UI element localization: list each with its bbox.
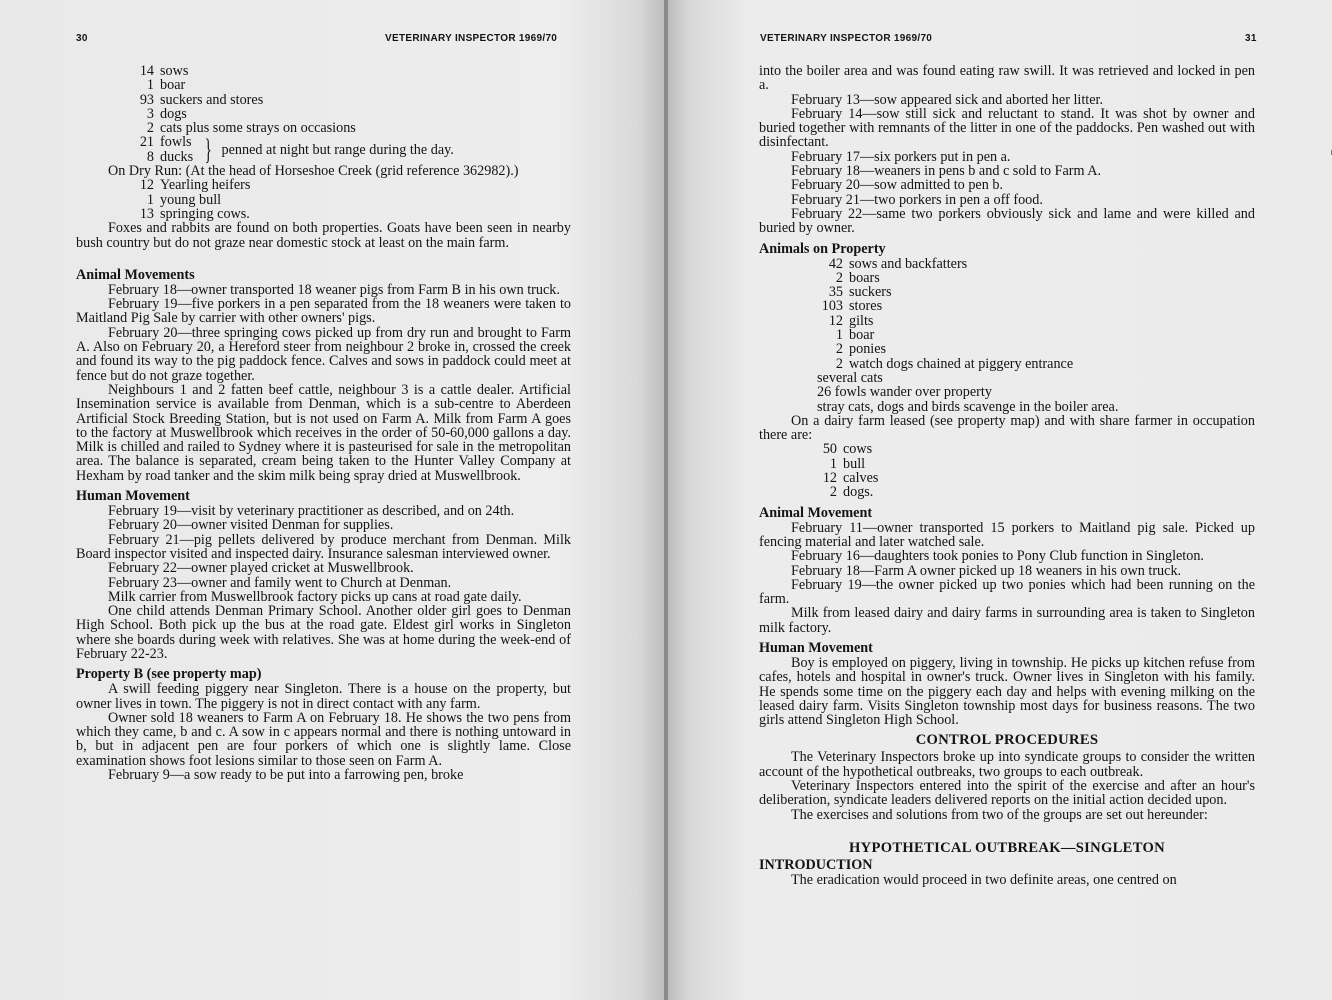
list-item: 2 watch dogs chained at piggery entrance [835,355,1074,372]
paragraph: February 17—six porkers put in pen a. [791,148,1011,165]
paragraph: February 21—two porkers in pen a off food. [791,191,1043,208]
fowl-note: penned at night but range during the day. [221,141,454,158]
paragraph: The eradication would proceed in two definite areas, one centred on [791,871,1177,888]
paragraph: One child attends Denman Primary School. Another older girl goes to Denman High School. Both pick up the bus at the road gate. Eldest girl works in Singleton where she boards during week with relatives. She was at home during the week-end of February 22-23. [76,603,571,662]
paragraph: February 9—a sow ready to be put into a farrowing pen, broke [108,767,464,784]
list-item: several cats [817,369,883,386]
paragraph: The Veterinary Inspectors broke up into syndicate groups to consider the written account of the hypothetical outbreaks, two groups to each outbreak. [759,749,1255,780]
brace-glyph: } [204,132,212,166]
left-running-head: VETERINARY INSPECTOR 1969/70 [385,33,558,44]
list-item: 12 gilts [828,312,874,329]
paragraph: February 21—pig pellets delivered by produce merchant from Denman. Milk Board inspector visited and inspected dairy. Insurance salesman interviewed owner. [76,531,571,562]
paragraph: February 19—the owner picked up two ponies which had been running on the farm. [759,576,1255,608]
paragraph: February 18—Farm A owner picked up 18 weaners in his own truck. [791,562,1182,579]
paragraph: February 22—same two porkers obviously sick and lame and were killed and buried by owner. [759,205,1255,237]
list-item: stray cats, dogs and birds scavenge in the boiler area. [817,398,1119,415]
paragraph: February 20—three springing cows picked up from dry run and brought to Farm A. Also on February 20, a Hereford steer from neighbour 2 broke in, crossed the creek and found its way to the pig paddock fence. Calves and sows in paddock could meet at fence but do not graze together. [76,324,571,384]
list-item: 3 dogs [146,105,187,122]
list-item: 1 young bull [146,191,222,208]
animals-on-property-heading: Animals on Property [759,240,886,257]
paragraph: February 18—weaners in pens b and c sold to Farm A. [791,163,1102,180]
list-item: 2 boars [835,269,880,286]
list-item: 1 boar [146,77,186,94]
property-b-heading: Property B (see property map) [76,666,262,683]
stock-list [76,64,571,135]
list-item: 2 ponies [835,341,887,358]
human-movement-heading: Human Movement [76,488,190,505]
paragraph: February 14—sow still sick and reluctant to stand. It was shot by owner and buried together with remnants of the litter in one of the paddocks. Pen washed out with disinfectant. [759,105,1255,151]
control-procedures-heading: CONTROL PROCEDURES [915,732,1099,749]
dry-run-paragraph: On Dry Run: (At the head of Horseshoe Creek (grid reference 362982).) [108,163,519,180]
paragraph: February 23—owner and family went to Church at Denman. [108,574,452,591]
outbreak-heading: HYPOTHETICAL OUTBREAK—SINGLETON [849,839,1165,856]
paragraph: Neighbours 1 and 2 fatten beef cattle, neighbour 3 is a cattle dealer. Artificial Insemination service is available from Denman, which is a sub-centre to Aberdeen Artificial Stock Breeding Station, but is not used on Farm A. Milk from Farm A goes to the factory at Muswellbrook which receives in the order of 50-60,000 gallons a day. Milk is chilled and railed to Sydney where it is pasteurised for sale in the metropolitan area. The balance is separated, cream being taken to the Hunter Valley Company at Hexham by road tanker and the skim milk being spray dried at Muswellbrook. [76,381,571,484]
paragraph: February 13—sow appeared sick and aborted her litter. [791,91,1104,108]
list-item: 12 calves [822,470,879,487]
left-text-column [76,64,571,782]
introduction-heading: INTRODUCTION [759,856,873,873]
animal-movement-heading: Animal Movement [759,504,873,521]
list-item: 8 ducks [146,148,194,165]
left-page-number: 30 [76,33,88,44]
list-item: 42 sows and backfatters [828,255,968,272]
paragraph: The exercises and solutions from two of the groups are set out hereunder: [791,806,1208,823]
list-item: 103 stores [821,298,883,315]
list-item: 26 fowls wander over property [817,384,992,401]
foxes-paragraph: Foxes and rabbits are found on both properties. Goats have been seen in nearby bush country but do not graze near domestic stock at least on the main farm. [76,220,571,251]
list-item: 21 fowls [139,134,192,151]
human-movement-heading: Human Movement [759,639,873,656]
paragraph: February 19—five porkers in a pen separated from the 18 weaners were taken to Maitland Pig Sale by carrier with other owners' pigs. [76,296,571,327]
right-page [668,0,1332,1000]
animals-list [759,257,1255,371]
paragraph: Owner sold 18 weaners to Farm A on February 18. He shows the two pens from which they came, b and c. A sow in c appears normal and there is nothing untoward in b, but in adjacent pen are four porkers of which one is slightly lame. Close examination shows foot lesions similar to those seen on Farm A. [76,709,571,769]
paragraph: February 22—owner played cricket at Muswellbrook. [108,560,414,577]
animal-movements-heading: Animal Movements [76,266,195,283]
dry-run-list [76,178,571,221]
right-text-column [759,64,1255,887]
list-item: 2 cats plus some strays on occasions [146,120,356,137]
right-page-number: 31 [1245,33,1257,44]
dairy-paragraph: On a dairy farm leased (see property map) and with share farmer in occupation there are: [759,412,1255,444]
paragraph: Milk carrier from Muswellbrook factory picks up cans at road gate daily. [108,588,522,605]
paragraph: February 16—daughters took ponies to Pony Club function in Singleton. [791,548,1204,565]
list-item: 50 cows [822,441,873,458]
list-item: 12 Yearling heifers [139,177,251,194]
list-item: 14 sows [139,63,189,79]
list-item: 13 springing cows. [139,205,250,222]
paragraph: Boy is employed on piggery, living in township. He picks up kitchen refuse from cafes, hotels and hospital in owner's truck. Owner lives in Singleton with his family. He spends some time on the piggery each day and helps with evening milking on the leased dairy farm. Visits Singleton township most days for business reasons. The two girls attend Singleton High School. [759,654,1255,729]
list-item: 2 dogs. [829,484,874,501]
fowl-group [76,132,571,166]
paragraph: Veterinary Inspectors entered into the spirit of the exercise and after an hour's deliberation, syndicate leaders delivered reports on the initial action decided upon. [759,778,1255,809]
list-item: 93 suckers and stores [139,91,264,108]
paragraph: February 19—visit by veterinary practitioner as described, and on 24th. [108,503,515,520]
paragraph: February 11—owner transported 15 porkers to Maitland pig sale. Picked up fencing material and later watched sale. [759,519,1255,550]
right-running-head: VETERINARY INSPECTOR 1969/70 [760,33,933,44]
paragraph: February 20—owner visited Denman for supplies. [108,517,394,534]
paragraph: into the boiler area and was found eating raw swill. It was retrieved and locked in pen a. [759,63,1255,94]
paragraph: Milk from leased dairy and dairy farms in surrounding area is taken to Singleton milk factory. [759,605,1255,636]
list-item: 1 boar [835,327,875,344]
paragraph: February 20—sow admitted to pen b. [791,177,1003,194]
paragraph: A swill feeding piggery near Singleton. There is a house on the property, but owner lives in town. The piggery is not in direct contact with any farm. [76,681,571,712]
animals-extra [759,371,1255,414]
list-item: 1 bull [829,455,866,472]
paragraph: February 18—owner transported 18 weaner pigs from Farm B in his own truck. [108,281,560,298]
left-page [0,0,664,1000]
list-item: 35 suckers [828,284,892,301]
dairy-list [759,442,1255,499]
